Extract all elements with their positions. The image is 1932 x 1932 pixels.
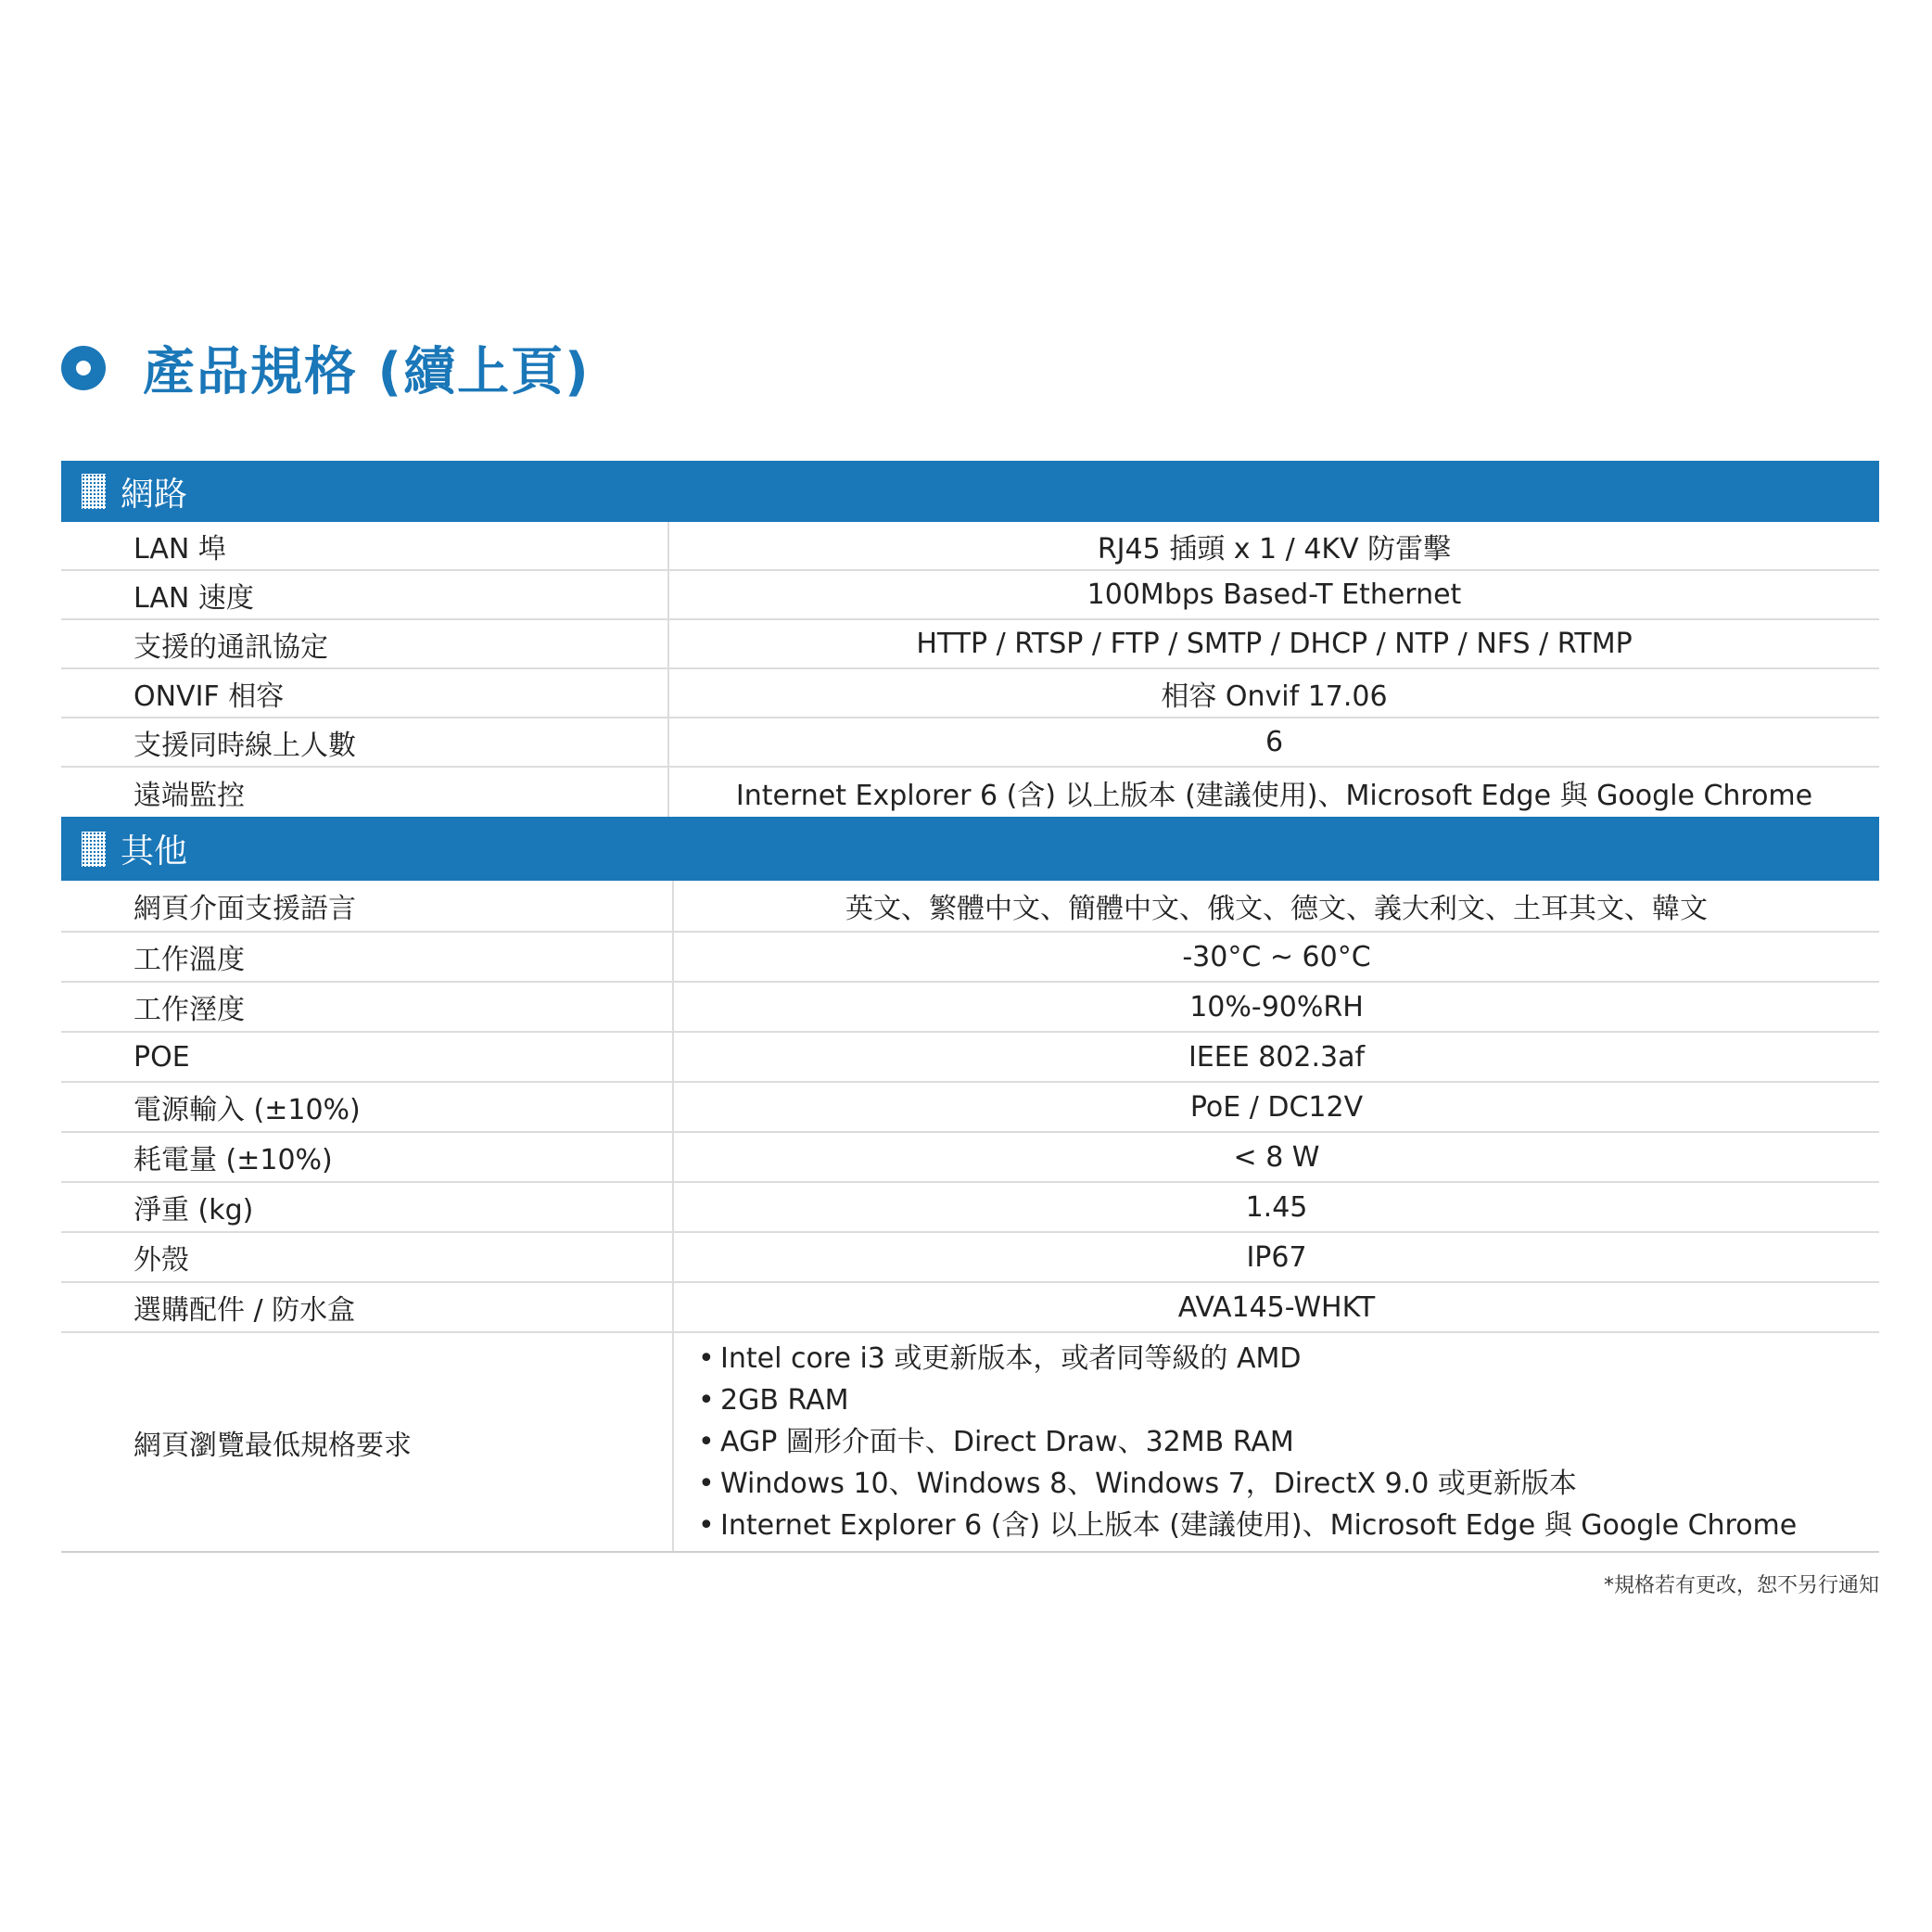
section-header-network <box>61 461 1879 522</box>
page-title-text: 產品規格 (續上頁) <box>143 342 591 402</box>
row-label: ONVIF 相容 <box>133 680 285 713</box>
row-label: 工作溼度 <box>133 994 245 1026</box>
section-title-network: 網路 <box>121 475 188 514</box>
row-label: 淨重 (kg) <box>133 1194 254 1227</box>
bullet-icon: • <box>698 1384 715 1417</box>
row-value: 6 <box>667 718 1879 766</box>
row-value: < 8 W <box>672 1133 1879 1181</box>
row-label: LAN 速度 <box>133 581 254 615</box>
section-header-other <box>61 817 1879 881</box>
table-row <box>61 571 1879 620</box>
row-label: 網頁介面支援語言 <box>133 893 356 925</box>
row-value: HTTP / RTSP / FTP / SMTP / DHCP / NTP / NFS / RTMP <box>667 620 1879 667</box>
row-value: 英文、繁體中文、簡體中文、俄文、德文、義大利文、土耳其文、韓文 <box>672 881 1879 931</box>
row-label: 外殼 <box>133 1244 189 1277</box>
circle-dot-icon <box>61 346 106 390</box>
list-item-text: Windows 10、Windows 8、Windows 7，DirectX 9.0 或更新版本 <box>720 1468 1577 1500</box>
list-item <box>698 1505 1879 1546</box>
table-row <box>61 522 1879 571</box>
table-row <box>61 620 1879 669</box>
table-row <box>61 881 1879 933</box>
row-label: 電源輸入 (±10%) <box>133 1094 361 1126</box>
row-label: LAN 埠 <box>133 532 226 566</box>
row-label: 選購配件 / 防水盒 <box>133 1294 356 1327</box>
bullet-list <box>672 1333 1879 1551</box>
table-row <box>61 718 1879 768</box>
table-row <box>61 768 1879 817</box>
table-row <box>61 1083 1879 1133</box>
row-value: 1.45 <box>672 1183 1879 1231</box>
list-item <box>698 1421 1879 1463</box>
dotted-square-icon <box>82 832 106 867</box>
footnote: *規格若有更改，恕不另行通知 <box>1603 1574 1879 1597</box>
row-value: IEEE 802.3af <box>672 1033 1879 1081</box>
row-value: AVA145-WHKT <box>672 1283 1879 1331</box>
table-row <box>61 1183 1879 1233</box>
bullet-icon: • <box>698 1509 715 1542</box>
network-rows <box>61 522 1879 817</box>
page-title <box>61 326 591 410</box>
row-value: 10%-90%RH <box>672 983 1879 1031</box>
row-value: 100Mbps Based-T Ethernet <box>667 571 1879 618</box>
bullet-icon: • <box>698 1468 715 1500</box>
table-row <box>61 1283 1879 1333</box>
table-row <box>61 933 1879 983</box>
list-item <box>698 1463 1879 1505</box>
list-item-text: Intel core i3 或更新版本，或者同等級的 AMD <box>720 1342 1302 1375</box>
row-label: 遠端監控 <box>133 779 245 812</box>
list-item-text: 2GB RAM <box>720 1384 849 1417</box>
table-row <box>61 983 1879 1033</box>
row-label: 支援的通訊協定 <box>133 630 328 664</box>
bullet-icon: • <box>698 1426 715 1458</box>
row-value: IP67 <box>672 1233 1879 1281</box>
table-row <box>61 1033 1879 1083</box>
bullet-icon: • <box>698 1342 715 1375</box>
list-item-text: AGP 圖形介面卡、Direct Draw、32MB RAM <box>720 1426 1294 1458</box>
row-label: 耗電量 (±10%) <box>133 1144 333 1176</box>
row-label: 網頁瀏覽最低規格要求 <box>133 1429 412 1462</box>
dotted-square-icon <box>82 474 106 509</box>
row-label: 工作溫度 <box>133 944 245 976</box>
table-row <box>61 1133 1879 1183</box>
list-item-text: Internet Explorer 6 (含) 以上版本 (建議使用)、Microsoft Edge 與 Google Chrome <box>720 1509 1798 1542</box>
table-row <box>61 669 1879 718</box>
row-label: POE <box>133 1040 190 1074</box>
row-value: Internet Explorer 6 (含) 以上版本 (建議使用)、Microsoft Edge 與 Google Chrome <box>667 768 1879 817</box>
list-item <box>698 1379 1879 1421</box>
row-label: 支援同時線上人數 <box>133 729 356 762</box>
row-value: RJ45 插頭 x 1 / 4KV 防雷擊 <box>667 522 1879 569</box>
section-title-other: 其他 <box>121 833 188 871</box>
table-row-browser-requirements <box>61 1333 1879 1553</box>
other-rows <box>61 881 1879 1553</box>
row-value: 相容 Onvif 17.06 <box>667 669 1879 717</box>
table-row <box>61 1233 1879 1283</box>
spec-table <box>61 461 1879 1553</box>
row-value: -30°C ~ 60°C <box>672 933 1879 981</box>
list-item <box>698 1338 1879 1379</box>
row-value: PoE / DC12V <box>672 1083 1879 1131</box>
